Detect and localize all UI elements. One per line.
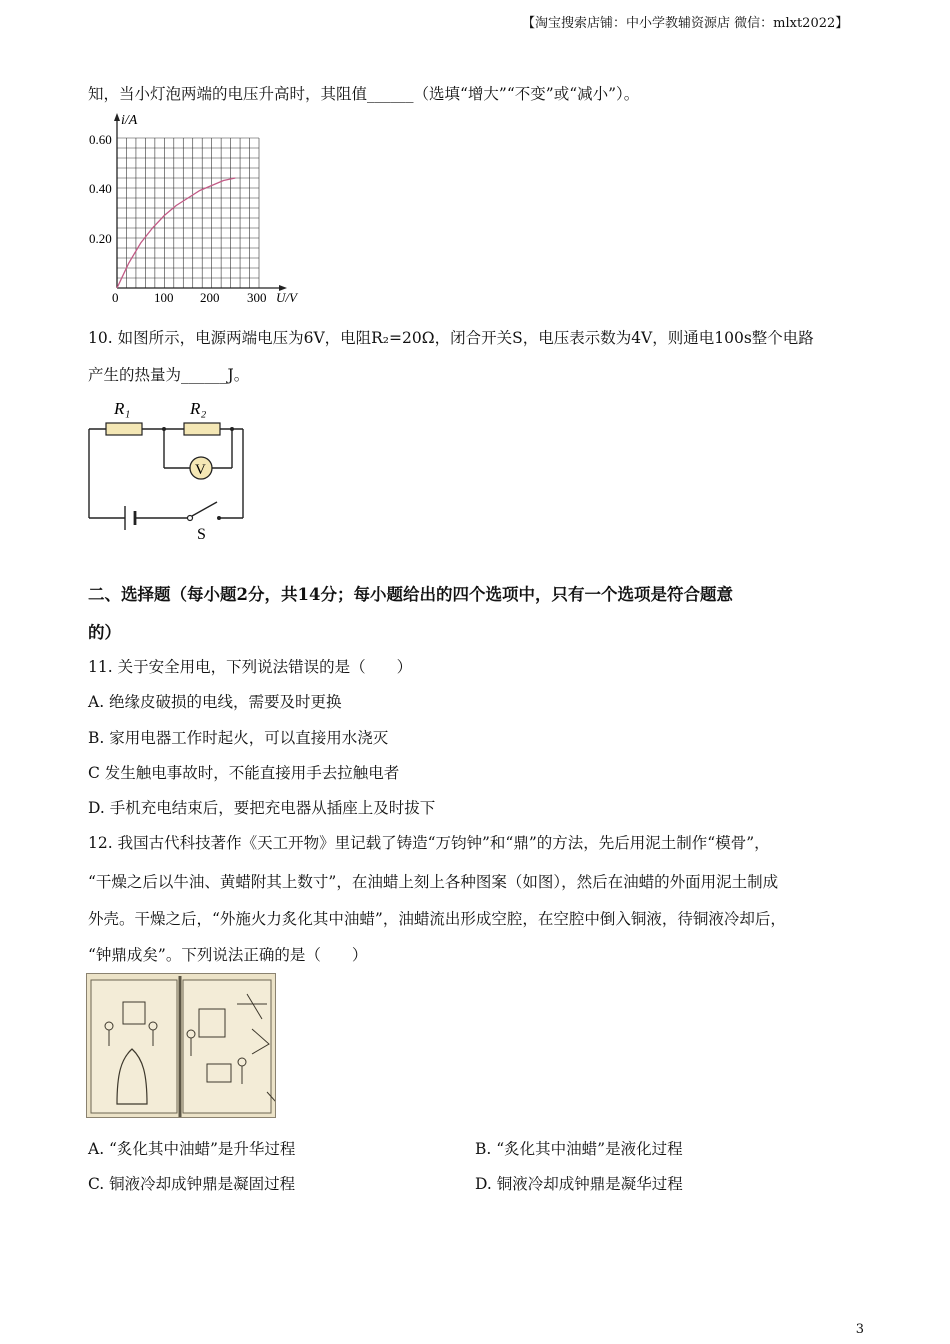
x-tick-0: 0 bbox=[112, 290, 119, 305]
q11-option-c: C 发生触电事故时，不能直接用手去拉触电者 bbox=[88, 764, 400, 782]
q12-line3: 外壳。干燥之后，“外施火力炙化其中油蜡”，油蜡流出形成空腔，在空腔中倒入铜液，待铜液冷却后， bbox=[88, 910, 786, 928]
q12-line1: 12. 我国古代科技著作《天工开物》里记载了铸造“万钧钟”和“鼎”的方法，先后用泥土制作“模骨”， bbox=[88, 834, 770, 852]
y-tick-0.20: 0.20 bbox=[89, 231, 112, 246]
resistor-r2 bbox=[184, 423, 220, 435]
circuit-diagram bbox=[84, 392, 254, 544]
iu-curve bbox=[117, 178, 235, 288]
q12-line2: “干燥之后以牛油、黄蜡附其上数寸”，在油蜡上刻上各种图案（如图），然后在油蜡的外面用泥土制成 bbox=[88, 873, 779, 891]
y-tick-0.60: 0.60 bbox=[89, 132, 112, 147]
r2-label: R₂ bbox=[190, 399, 207, 418]
q11-option-d: D. 手机充电结束后，要把充电器从插座上及时拔下 bbox=[88, 799, 436, 817]
q10-line2: 产生的热量为______J。 bbox=[88, 366, 250, 384]
q11-option-a: A. 绝缘皮破损的电线，需要及时更换 bbox=[88, 693, 342, 711]
y-axis-label: i/A bbox=[121, 113, 138, 128]
page-number: 3 bbox=[855, 1322, 864, 1337]
page-header: 【淘宝搜索店铺：中小学教辅资源店 微信：mlxt2022】 bbox=[522, 16, 849, 31]
x-axis-label: U/V bbox=[276, 290, 297, 305]
iu-graph bbox=[84, 110, 314, 310]
q11-stem: 11. 关于安全用电，下列说法错误的是（ ） bbox=[88, 658, 413, 676]
x-tick-200: 200 bbox=[200, 290, 220, 305]
q10-line1: 10. 如图所示，电源两端电压为6V，电阻R₂=20Ω，闭合开关S，电压表示数为4V，则通电100s整个电路 bbox=[88, 329, 814, 347]
voltmeter-label: V bbox=[195, 462, 206, 478]
q11-option-b: B. 家用电器工作时起火，可以直接用水浇灭 bbox=[88, 729, 389, 747]
y-tick-0.40: 0.40 bbox=[89, 181, 112, 196]
x-tick-300: 300 bbox=[247, 290, 267, 305]
x-tick-100: 100 bbox=[154, 290, 174, 305]
section2-title-line2: 的） bbox=[88, 623, 121, 642]
tiangong-kaiwu-illustration bbox=[86, 973, 276, 1118]
q12-line4: “钟鼎成矣”。下列说法正确的是（ ） bbox=[88, 946, 368, 964]
resistor-r1 bbox=[106, 423, 142, 435]
q12-option-d: D. 铜液冷却成钟鼎是凝华过程 bbox=[475, 1175, 683, 1193]
y-axis-arrow bbox=[114, 113, 120, 121]
q12-option-c: C. 铜液冷却成钟鼎是凝固过程 bbox=[88, 1175, 296, 1193]
graph-grid bbox=[117, 138, 259, 288]
q12-option-a: A. “炙化其中油蜡”是升华过程 bbox=[88, 1140, 296, 1158]
r1-label: R₁ bbox=[114, 399, 131, 418]
switch-label: S bbox=[197, 526, 206, 543]
q12-option-b: B. “炙化其中油蜡”是液化过程 bbox=[475, 1140, 683, 1158]
q9-text: 知，当小灯泡两端的电压升高时，其阻值______（选填“增大”“不变”或“减小”）。 bbox=[88, 85, 640, 103]
section2-title-line1: 二、选择题（每小题2分，共14分；每小题给出的四个选项中，只有一个选项是符合题意 bbox=[88, 585, 733, 604]
